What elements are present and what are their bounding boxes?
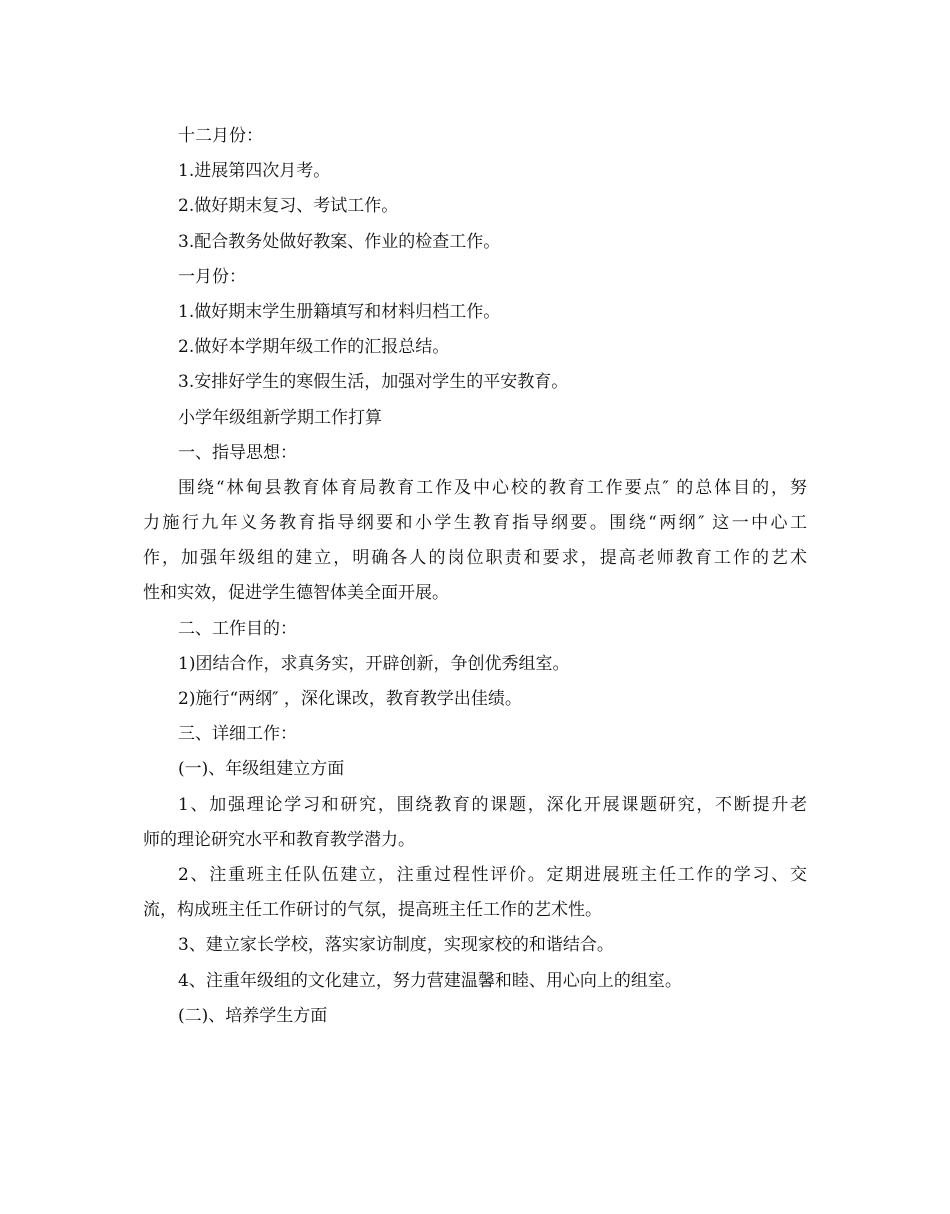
paragraph-line: 围绕“林甸县教育体育局教育工作及中心校的教育工作要点″ 的总体目的，努	[178, 477, 807, 498]
paragraph-line: 3、建立家长学校，落实家访制度，实现家校的和谐结合。	[178, 935, 614, 956]
paragraph-line: 4、注重年级组的文化建立，努力营建温馨和睦、用心向上的组室。	[178, 970, 682, 991]
paragraph-line: 师的理论研究水平和教育教学潜力。	[143, 829, 415, 850]
list-item: 1)团结合作，求真务实，开辟创新，争创优秀组室。	[178, 653, 570, 674]
section-title: 小学年级组新学期工作打算	[178, 407, 382, 428]
list-item: 2)施行“两纲″ ，深化课改，教育教学出佳绩。	[178, 689, 522, 709]
paragraph-line: 作，加强年级组的建立，明确各人的岗位职责和要求，提高老师教育工作的艺术	[143, 548, 807, 569]
list-item: 2.做好本学期年级工作的汇报总结。	[178, 337, 450, 358]
list-item: 2.做好期末复习、考试工作。	[178, 196, 399, 217]
document-body	[143, 119, 807, 1034]
heading-detailed-work: 三、详细工作：	[178, 724, 297, 745]
heading-january: 一月份：	[178, 266, 246, 287]
paragraph-line: 流，构成班主任工作研讨的气氛，提高班主任工作的艺术性。	[143, 900, 602, 921]
heading-december: 十二月份：	[178, 126, 263, 146]
heading-work-goals: 二、工作目的：	[178, 618, 297, 639]
list-item: 3.安排好学生的寒假生活，加强对学生的平安教育。	[178, 372, 569, 393]
subheading-grade-group: (一)、年级组建立方面	[178, 759, 345, 780]
subheading-student-training: (二)、培养学生方面	[178, 1005, 328, 1026]
paragraph-line: 2、注重班主任队伍建立，注重过程性评价。定期进展班主任工作的学习、交	[178, 864, 807, 885]
list-item: 1.进展第四次月考。	[178, 161, 331, 182]
list-item: 3.配合教务处做好教案、作业的检查工作。	[178, 231, 501, 252]
paragraph-line: 1、加强理论学习和研究，围绕教育的课题，深化开展课题研究，不断提升老	[178, 794, 807, 815]
heading-guiding-thought: 一、指导思想：	[178, 442, 297, 463]
paragraph-line: 力施行九年义务教育指导纲要和小学生教育指导纲要。围绕“两纲″ 这一中心工	[143, 513, 807, 534]
paragraph-line: 性和实效，促进学生德智体美全面开展。	[143, 583, 449, 604]
list-item: 1.做好期末学生册籍填写和材料归档工作。	[178, 301, 501, 322]
